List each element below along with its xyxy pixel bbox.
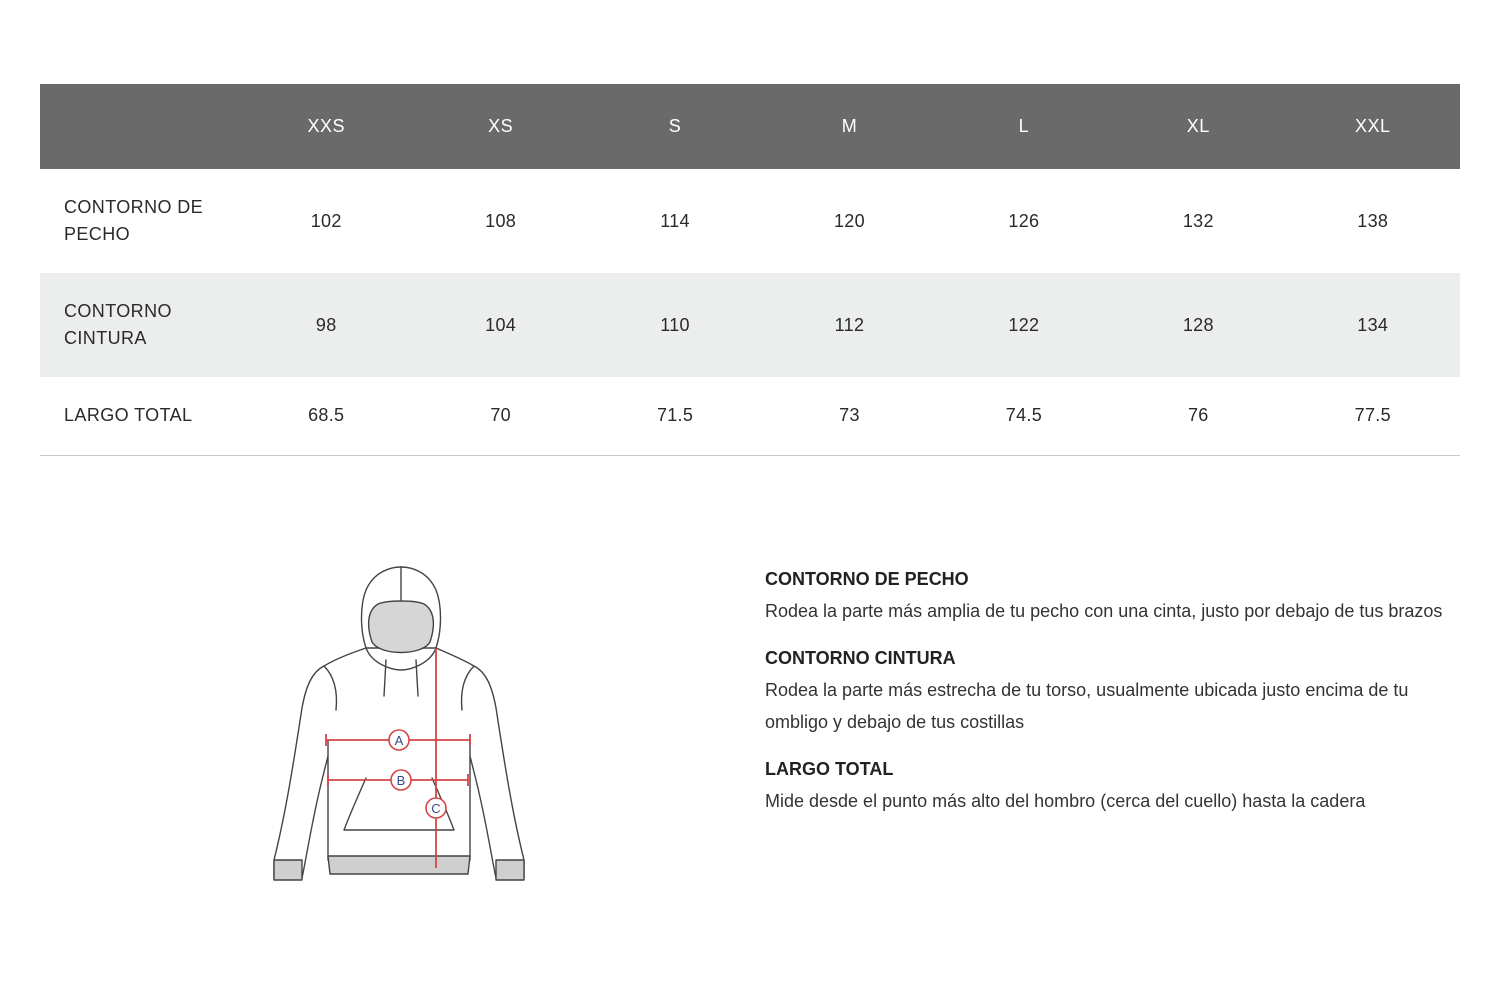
size-header-m: M: [841, 116, 858, 136]
size-header-xl: XL: [1186, 116, 1210, 136]
header-empty-cell: [40, 84, 239, 169]
size-header-s: S: [668, 116, 682, 136]
table-cell: 126: [1008, 210, 1040, 231]
table-cell: 76: [1188, 405, 1209, 426]
right-cuff: [496, 860, 524, 880]
marker-a-label: A: [394, 733, 404, 748]
table-cell: 74.5: [1005, 405, 1043, 426]
table-cell: 77.5: [1354, 405, 1391, 426]
row-label: LARGO TOTAL: [64, 405, 193, 426]
table-cell: 110: [660, 314, 690, 335]
size-header-row: [40, 84, 1460, 169]
measurement-guide: [765, 566, 1455, 835]
table-cell: 134: [1357, 314, 1389, 335]
table-cell: 70: [490, 405, 511, 426]
left-cuff: [274, 860, 302, 880]
table-cell: 73: [839, 405, 860, 426]
table-cell: 128: [1182, 314, 1214, 335]
guide-item-waist: [765, 645, 1455, 738]
guide-description: Mide desde el punto más alto del hombro (cerca del cuello) hasta la cadera: [765, 791, 1366, 811]
size-header-l: L: [1018, 116, 1030, 136]
guide-description: Rodea la parte más estrecha de tu torso, usualmente ubicada justo encima de tu ombligo y debajo de tus costillas: [765, 680, 1409, 732]
table-cell: 104: [485, 314, 517, 335]
table-cell: 71.5: [656, 405, 694, 426]
table-cell: 108: [485, 210, 517, 231]
table-cell: 114: [660, 210, 690, 231]
table-row-waist: [40, 273, 1460, 377]
hood-opening: [369, 601, 434, 653]
waistband: [328, 856, 470, 874]
table-cell: 138: [1357, 210, 1389, 231]
hoodie-body: [274, 648, 524, 878]
hoodie-measurement-diagram: [262, 560, 537, 890]
guide-title: CONTORNO DE PECHO: [765, 569, 969, 589]
guide-item-length: [765, 756, 1455, 817]
marker-b-label: B: [396, 773, 406, 788]
table-row-chest: [40, 169, 1460, 273]
guide-description: Rodea la parte más amplia de tu pecho con una cinta, justo por debajo de tus brazos: [765, 601, 1443, 621]
row-label: CONTORNO CINTURA: [64, 301, 172, 348]
table-cell: 122: [1008, 314, 1040, 335]
table-cell: 132: [1182, 210, 1214, 231]
hoodie-illustration: [262, 560, 537, 890]
guide-title: LARGO TOTAL: [765, 759, 894, 779]
marker-c-label: C: [431, 801, 441, 816]
table-cell: 68.5: [308, 405, 345, 426]
size-header-xxl: XXL: [1355, 116, 1391, 136]
guide-item-chest: [765, 566, 1455, 627]
row-label: CONTORNO DE PECHO: [64, 197, 204, 244]
table-cell: 120: [834, 210, 865, 231]
size-header-xxs: XXS: [307, 116, 345, 136]
table-cell: 98: [315, 314, 337, 335]
size-chart-table: [40, 84, 1460, 456]
guide-title: CONTORNO CINTURA: [765, 648, 956, 668]
size-header-xs: XS: [488, 116, 514, 136]
table-cell: 112: [834, 314, 865, 335]
table-cell: 102: [310, 210, 342, 231]
table-row-length: [40, 377, 1460, 455]
